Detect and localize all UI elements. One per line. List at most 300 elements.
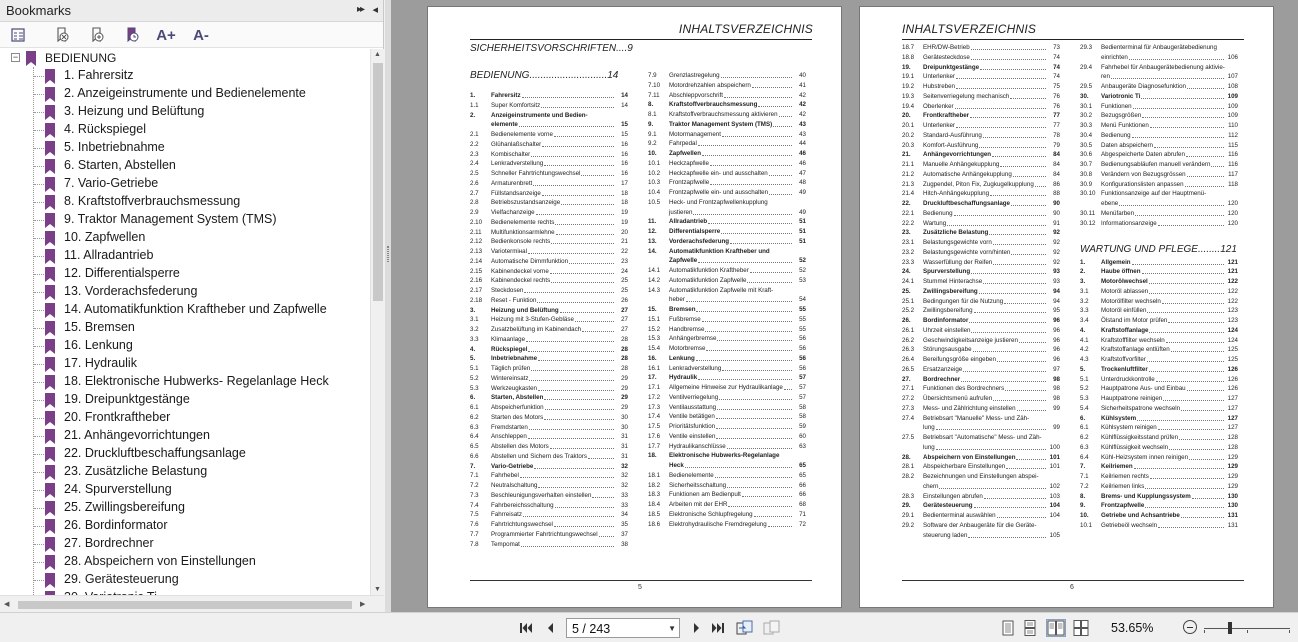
- toc-page: 26: [621, 296, 628, 304]
- toc-leader-dots: [542, 195, 614, 196]
- toc-leader-dots: [1145, 507, 1224, 508]
- bookmark-label: 23. Zusätzliche Belastung: [64, 464, 208, 478]
- toc-title: EHR/DW-Betrieb: [923, 44, 970, 51]
- toc-entry: [902, 453, 1060, 463]
- toc-entry: [648, 354, 806, 364]
- toc-entry: [470, 364, 628, 374]
- toc-title: Uhrzeit einstellen: [923, 326, 971, 334]
- bookmark-label: 5. Inbetriebnahme: [64, 140, 165, 154]
- tree-guide-line: [34, 184, 44, 185]
- toc-leader-dots: [956, 127, 1046, 128]
- toc-entry: [470, 189, 628, 199]
- toc-entry: [648, 490, 806, 500]
- bookmark-label: 8. Kraftstoffverbrauchsmessung: [64, 194, 241, 208]
- toc-page: 15: [621, 131, 628, 138]
- bookmark-item[interactable]: [0, 193, 370, 211]
- toc-entry: [1080, 501, 1238, 511]
- toc-leader-dots: [1185, 186, 1224, 187]
- toc-entry: [648, 305, 806, 315]
- toc-entry: [470, 111, 628, 121]
- toc-number: 1.: [470, 92, 476, 99]
- toc-page: 74: [1053, 63, 1060, 71]
- bookmark-item[interactable]: [0, 67, 370, 85]
- toc-title: Motorbremse: [669, 345, 706, 352]
- toc-title: Heizung mit 3-Stufen-Gebläse: [491, 316, 574, 324]
- toc-number: 7.4: [470, 501, 479, 509]
- splitter-grip[interactable]: [387, 246, 389, 262]
- toc-leader-dots: [710, 184, 792, 185]
- bookmark-item[interactable]: [0, 121, 370, 139]
- toc-title: Zapfwelle: [669, 257, 698, 265]
- toc-entry: [648, 442, 806, 452]
- toc-title: Hitch-Anhängekupplung: [923, 190, 990, 198]
- toc-page: 95: [1053, 307, 1060, 315]
- toc-page: 47: [799, 169, 806, 177]
- toc-entry: [902, 423, 1060, 433]
- continuous-view-icon[interactable]: [1022, 620, 1038, 636]
- bookmark-item[interactable]: [0, 301, 370, 319]
- toc-leader-dots: [685, 467, 792, 468]
- status-bar: [0, 612, 1298, 642]
- next-view-icon[interactable]: [764, 620, 780, 636]
- bookmark-icon: [45, 501, 55, 516]
- toc-leader-dots: [582, 331, 614, 332]
- toc-page: 110: [1228, 122, 1238, 129]
- toc-page: 68: [799, 501, 806, 508]
- toc-leader-dots: [531, 156, 614, 157]
- toc-page: 101: [1049, 453, 1060, 461]
- tree-guide-line: [34, 274, 44, 275]
- zoom-level[interactable]: 53.65%: [1111, 621, 1154, 635]
- bookmark-label: 29. Gerätesteuerung: [64, 572, 179, 586]
- bookmark-item[interactable]: [0, 445, 370, 463]
- bookmarks-horizontal-scrollbar[interactable]: [0, 595, 384, 612]
- bookmark-item[interactable]: [0, 517, 370, 535]
- reduce-text-icon[interactable]: A-: [193, 26, 209, 44]
- toc-leader-dots: [1035, 186, 1046, 187]
- toc-number: 2.11: [470, 228, 482, 236]
- toc-number: 7.9: [648, 72, 657, 79]
- scroll-down-arrow-icon[interactable]: ▼: [374, 586, 381, 593]
- toc-entry: [470, 403, 628, 413]
- toc-page: 109: [1227, 102, 1238, 110]
- toc-title: Funktionen am Bedienpult: [669, 491, 741, 499]
- toc-title: Spurverstellung: [923, 268, 971, 276]
- toc-leader-dots: [561, 204, 614, 205]
- first-page-button[interactable]: [518, 620, 534, 636]
- toc-number: 3.3: [1080, 307, 1089, 315]
- toc-title: Elektrohydraulische Fremdregelung: [669, 520, 767, 528]
- toc-page: 25: [621, 277, 628, 285]
- collapse-panel-icon[interactable]: ▸▸: [356, 4, 363, 15]
- toc-page: 102: [1049, 482, 1060, 490]
- toc-page: 104: [1049, 512, 1060, 519]
- scroll-right-arrow-icon[interactable]: ▶: [360, 601, 366, 608]
- toc-title: Zwillingsbereifung: [923, 307, 973, 315]
- toc-number: 18.7: [902, 44, 915, 51]
- toc-title: Wartung: [923, 219, 947, 227]
- bookmark-label: 2. Anzeigeinstrumente und Bedienelemente: [64, 86, 306, 100]
- toc-leader-dots: [961, 381, 1046, 382]
- toc-number: 27.2: [902, 395, 915, 402]
- toc-leader-dots: [769, 194, 792, 195]
- toc-page: 31: [621, 433, 628, 441]
- toc-leader-dots: [1192, 498, 1224, 499]
- toc-leader-dots: [997, 361, 1046, 362]
- bookmark-item[interactable]: [0, 553, 370, 571]
- toc-title: Menüfarben: [1101, 209, 1135, 217]
- toc-leader-dots: [956, 88, 1046, 89]
- toc-title: Allradantrieb: [669, 218, 708, 226]
- enlarge-text-icon[interactable]: A+: [156, 26, 176, 44]
- toc-title: Zugpendel, Piton Fix, Zugkugelkupplung: [923, 180, 1034, 188]
- toc-leader-dots: [769, 175, 792, 176]
- footer-rule: [470, 580, 812, 581]
- bookmark-icon: [45, 465, 55, 480]
- toc-number: 3.3: [470, 335, 479, 343]
- toc-title: Automatikfunktion Kraftheber und: [669, 247, 770, 255]
- toc-entry: [470, 267, 628, 277]
- toc-number: 18.5: [648, 510, 661, 518]
- two-page-continuous-view-icon[interactable]: [1073, 620, 1089, 636]
- bookmark-label: 4. Rückspiegel: [64, 122, 146, 136]
- toc-leader-dots: [719, 399, 792, 400]
- toc-leader-dots: [1011, 205, 1046, 206]
- bookmarks-vertical-scrollbar[interactable]: [370, 49, 384, 595]
- bookmark-item[interactable]: [0, 211, 370, 229]
- toc-entry: [470, 101, 628, 111]
- toc-number: 17.4: [648, 413, 661, 421]
- toc-entry: [648, 217, 806, 227]
- page-number-input[interactable]: [566, 618, 680, 638]
- bookmark-icon: [45, 123, 55, 138]
- vertical-scroll-thumb[interactable]: [373, 63, 383, 301]
- page-indicator[interactable]: 5 / 243: [572, 622, 611, 636]
- toc-page: 124: [1227, 336, 1238, 344]
- toc-title: Beschleunigungsverhalten einstellen: [491, 491, 592, 499]
- document-view[interactable]: [391, 0, 1298, 612]
- toc-number: 17.6: [648, 432, 661, 440]
- scroll-left-arrow-icon[interactable]: ◀: [4, 601, 10, 608]
- bookmark-item[interactable]: [0, 571, 370, 589]
- toc-title: Abgespeicherte Daten abrufen: [1101, 151, 1185, 159]
- bookmark-item[interactable]: [0, 157, 370, 175]
- toc-title: Glühanlaßschalter: [491, 140, 542, 148]
- toc-title: Motormanagement: [669, 130, 721, 138]
- toc-title: Ventilausstattung: [669, 403, 717, 411]
- zoom-tick: [1204, 630, 1205, 633]
- toc-leader-dots: [1011, 254, 1046, 255]
- toc-title: Kombischalter: [491, 150, 531, 158]
- zoom-slider-thumb[interactable]: [1228, 622, 1232, 634]
- toc-number: 21.1: [902, 161, 915, 168]
- toc-entry: [902, 238, 1060, 248]
- bookmark-item[interactable]: [0, 139, 370, 157]
- hide-panel-icon[interactable]: ◂: [372, 4, 378, 16]
- bookmark-root-bedienung[interactable]: [0, 49, 370, 67]
- bookmark-item[interactable]: [0, 319, 370, 337]
- toc-leader-dots: [971, 49, 1046, 50]
- new-bookmark-icon[interactable]: [87, 26, 107, 44]
- toc-entry: [470, 150, 628, 160]
- toc-page: 28: [621, 365, 628, 372]
- tree-guide-line: [34, 580, 44, 581]
- collapse-node-icon[interactable]: −: [12, 52, 19, 62]
- toc-entry: [902, 326, 1060, 336]
- toc-entry: [902, 63, 1060, 73]
- toc-number: 23.3: [902, 258, 915, 266]
- bookmark-item[interactable]: [0, 481, 370, 499]
- toc-number: 5.3: [1080, 395, 1089, 402]
- toc-page: 28: [621, 345, 628, 353]
- toc-number: 2.: [1080, 268, 1086, 276]
- toc-entry: [902, 384, 1060, 394]
- toc-entry: [1080, 92, 1238, 102]
- toc-entry: [902, 394, 1060, 404]
- toc-entry: [902, 199, 1060, 209]
- toc-number: 19.: [902, 63, 911, 71]
- toc-entry: [1080, 462, 1238, 472]
- toc-leader-dots: [1019, 342, 1046, 343]
- bookmark-item[interactable]: [0, 265, 370, 283]
- toc-leader-dots: [1168, 322, 1224, 323]
- bookmark-item[interactable]: [0, 373, 370, 391]
- toc-entry: [1080, 297, 1238, 307]
- toc-entry: [1080, 258, 1238, 268]
- chevron-down-icon[interactable]: ▼: [668, 624, 676, 633]
- toc-leader-dots: [1141, 98, 1224, 99]
- bookmark-icon: [45, 303, 55, 318]
- toc-title: Hauptpatrone reinigen: [1101, 395, 1163, 402]
- bookmark-item[interactable]: [0, 463, 370, 481]
- toc-title: Kühlsystem reinigen: [1101, 424, 1157, 432]
- toc-title: Unterlenker: [923, 73, 955, 81]
- bookmark-label: 27. Bordrechner: [64, 536, 154, 550]
- toc-number: 24.: [902, 268, 911, 276]
- bookmark-item[interactable]: [0, 229, 370, 247]
- delete-bookmark-icon[interactable]: [52, 26, 72, 44]
- toc-section-dots: ............................: [529, 70, 608, 81]
- zoom-out-button[interactable]: [1183, 620, 1197, 634]
- bookmark-item[interactable]: [0, 103, 370, 121]
- bookmark-item[interactable]: [0, 283, 370, 301]
- bookmark-item[interactable]: [0, 247, 370, 265]
- bookmark-item[interactable]: [0, 391, 370, 409]
- toc-leader-dots: [569, 263, 614, 264]
- toc-number: 2.2: [470, 140, 479, 148]
- page-number: 5: [638, 584, 642, 591]
- toc-title: Abstellen und Sichern des Traktors: [491, 452, 587, 460]
- toc-entry: [902, 492, 1060, 502]
- bookmark-label: 1. Fahrersitz: [64, 68, 134, 82]
- toc-title: Motoröl ablassen: [1101, 287, 1149, 295]
- horizontal-scroll-thumb[interactable]: [18, 601, 352, 609]
- bookmark-icon: [45, 141, 55, 156]
- toc-title: Kraftstoffanlage entlüften: [1101, 346, 1170, 354]
- toc-number: 30.2: [1080, 112, 1093, 120]
- toc-entry: [648, 247, 806, 257]
- toc-number: 2.9: [470, 209, 479, 216]
- next-page-button[interactable]: [688, 620, 704, 636]
- toc-title: chern: [923, 482, 939, 490]
- toc-leader-dots: [1187, 390, 1224, 391]
- toc-title: Fahrtrichtungswechsel: [491, 521, 553, 528]
- toc-number: 4.1: [1080, 336, 1089, 344]
- toc-entry: [902, 306, 1060, 316]
- toc-leader-dots: [519, 126, 614, 127]
- toc-title: Kraftstoffvorfilter: [1101, 356, 1146, 363]
- last-page-button[interactable]: [710, 620, 726, 636]
- scroll-up-arrow-icon[interactable]: ▲: [374, 51, 381, 58]
- toc-title: Anbaugeräte Diagnosefunktion: [1101, 83, 1186, 90]
- toc-number: 8.: [1080, 492, 1086, 500]
- toc-leader-dots: [717, 409, 792, 410]
- toc-number: 10.: [648, 150, 657, 157]
- bookmark-icon: [45, 483, 55, 498]
- toc-number: 3.: [1080, 278, 1086, 285]
- toc-leader-dots: [698, 379, 792, 380]
- toc-title: Kühlsystem: [1101, 414, 1137, 422]
- bookmark-item[interactable]: [0, 355, 370, 373]
- toc-page: 52: [799, 257, 806, 265]
- toc-entry: [470, 384, 628, 394]
- toc-number: 28.3: [902, 492, 915, 500]
- expand-bookmark-icon[interactable]: [122, 26, 142, 44]
- toc-number: 26.5: [902, 365, 915, 373]
- toc-entry: [470, 257, 628, 267]
- toc-number: 4.: [470, 345, 476, 353]
- tree-guide-line: [34, 436, 44, 437]
- two-page-view-icon[interactable]: [1046, 619, 1066, 637]
- toc-title: Informationsanzeige: [1101, 219, 1157, 227]
- toc-leader-dots: [706, 350, 792, 351]
- toc-number: 7.6: [470, 521, 479, 528]
- single-page-view-icon[interactable]: [1000, 620, 1016, 636]
- toc-number: 28.2: [902, 473, 915, 480]
- toc-number: 2.7: [470, 189, 479, 197]
- toc-number: 26.1: [902, 326, 915, 334]
- bookmark-item[interactable]: [0, 535, 370, 553]
- toc-page: 53: [799, 276, 806, 284]
- toc-entry: [902, 287, 1060, 297]
- toc-leader-dots: [983, 137, 1046, 138]
- toc-leader-dots: [538, 390, 614, 391]
- bookmark-item[interactable]: [0, 409, 370, 427]
- toc-number: 18.: [648, 452, 657, 460]
- toc-leader-dots: [534, 468, 614, 469]
- bookmark-tree: [0, 49, 370, 595]
- toc-number: 22.: [902, 200, 911, 207]
- bookmark-item[interactable]: [0, 85, 370, 103]
- toc-leader-dots: [1181, 410, 1224, 411]
- toc-number: 7.1: [470, 472, 479, 480]
- toc-page: 84: [1053, 151, 1060, 159]
- bookmark-item[interactable]: [0, 427, 370, 445]
- toc-leader-dots: [526, 341, 614, 342]
- toc-entry: [648, 334, 806, 344]
- toc-number: 10.3: [648, 179, 661, 187]
- header-rule: [902, 39, 1244, 40]
- toc-entry: [1080, 521, 1238, 531]
- toc-entry: [902, 482, 1060, 492]
- bookmark-item[interactable]: [0, 175, 370, 193]
- toc-leader-dots: [531, 370, 614, 371]
- toc-page: 101: [1049, 463, 1060, 471]
- toc-page: 94: [1053, 287, 1060, 295]
- toc-page: 35: [621, 521, 628, 528]
- toc-leader-dots: [980, 69, 1046, 70]
- toc-title: Bedienung: [923, 209, 953, 217]
- toc-number: 6.6: [470, 452, 479, 460]
- toc-leader-dots: [758, 106, 792, 107]
- toc-page: 16: [621, 160, 628, 168]
- bookmark-item[interactable]: [0, 499, 370, 517]
- bookmark-label: 6. Starten, Abstellen: [64, 158, 176, 172]
- toc-leader-dots: [983, 283, 1046, 284]
- toc-page: 57: [799, 374, 806, 382]
- toc-page: 126: [1227, 365, 1238, 373]
- zoom-slider-track[interactable]: [1204, 628, 1290, 629]
- toc-title: Zusätzliche Belastung: [923, 229, 989, 237]
- toc-leader-dots: [541, 107, 614, 108]
- toc-title: Abspeicherfunktion: [491, 404, 544, 411]
- toc-entry: [1080, 365, 1238, 375]
- toc-entry: [648, 451, 806, 461]
- toc-leader-dots: [947, 225, 1046, 226]
- toc-entry: [1080, 199, 1238, 209]
- toc-entry: [1080, 316, 1238, 326]
- toc-number: 29.3: [1080, 44, 1093, 51]
- toc-number: 2.8: [470, 199, 479, 207]
- toc-number: 6.: [470, 394, 476, 402]
- previous-view-icon[interactable]: [737, 620, 753, 636]
- toc-entry: [470, 286, 628, 296]
- toc-page: 46: [799, 150, 806, 157]
- toc-page: 93: [1053, 278, 1060, 285]
- previous-page-button[interactable]: [543, 620, 559, 636]
- toc-page: 28: [621, 335, 628, 343]
- bookmark-options-icon[interactable]: [9, 26, 29, 44]
- toc-title: Unterdruckkontrolle: [1101, 375, 1155, 383]
- bookmark-item[interactable]: [0, 337, 370, 355]
- toc-entry: [470, 228, 628, 238]
- toc-title: Motorölwechsel: [1101, 278, 1148, 285]
- toc-leader-dots: [528, 351, 614, 352]
- bookmark-label: 22. Druckluftbeschaffungsanlage: [64, 446, 246, 460]
- toc-entry: [902, 72, 1060, 82]
- toc-page: 54: [799, 296, 806, 304]
- toc-page: 105: [1049, 531, 1060, 539]
- toc-number: 5.: [1080, 365, 1086, 373]
- toc-entry: [470, 491, 628, 501]
- toc-number: 5.: [470, 355, 476, 363]
- toc-title: Mess- und Zählrichtung einstellen: [923, 404, 1016, 412]
- toc-number: 15.2: [648, 325, 661, 333]
- toc-title: elemente: [491, 121, 518, 129]
- toc-number: 7.2: [1080, 482, 1089, 490]
- toc-number: 30.1: [1080, 102, 1093, 110]
- toc-title: Einstellungen abrufen: [923, 492, 983, 500]
- toc-page: 19: [621, 218, 628, 226]
- toc-page: 125: [1227, 346, 1238, 354]
- toc-entry: [470, 432, 628, 442]
- toc-number: 2.10: [470, 218, 483, 226]
- toc-page: 74: [1053, 73, 1060, 81]
- toc-title: Betriebsart "Manuelle" Mess- und Zäh-: [923, 414, 1030, 422]
- toc-number: 18.2: [648, 481, 661, 489]
- toc-title: Armaturenbrett: [491, 179, 533, 187]
- toc-number: 26.: [902, 317, 911, 324]
